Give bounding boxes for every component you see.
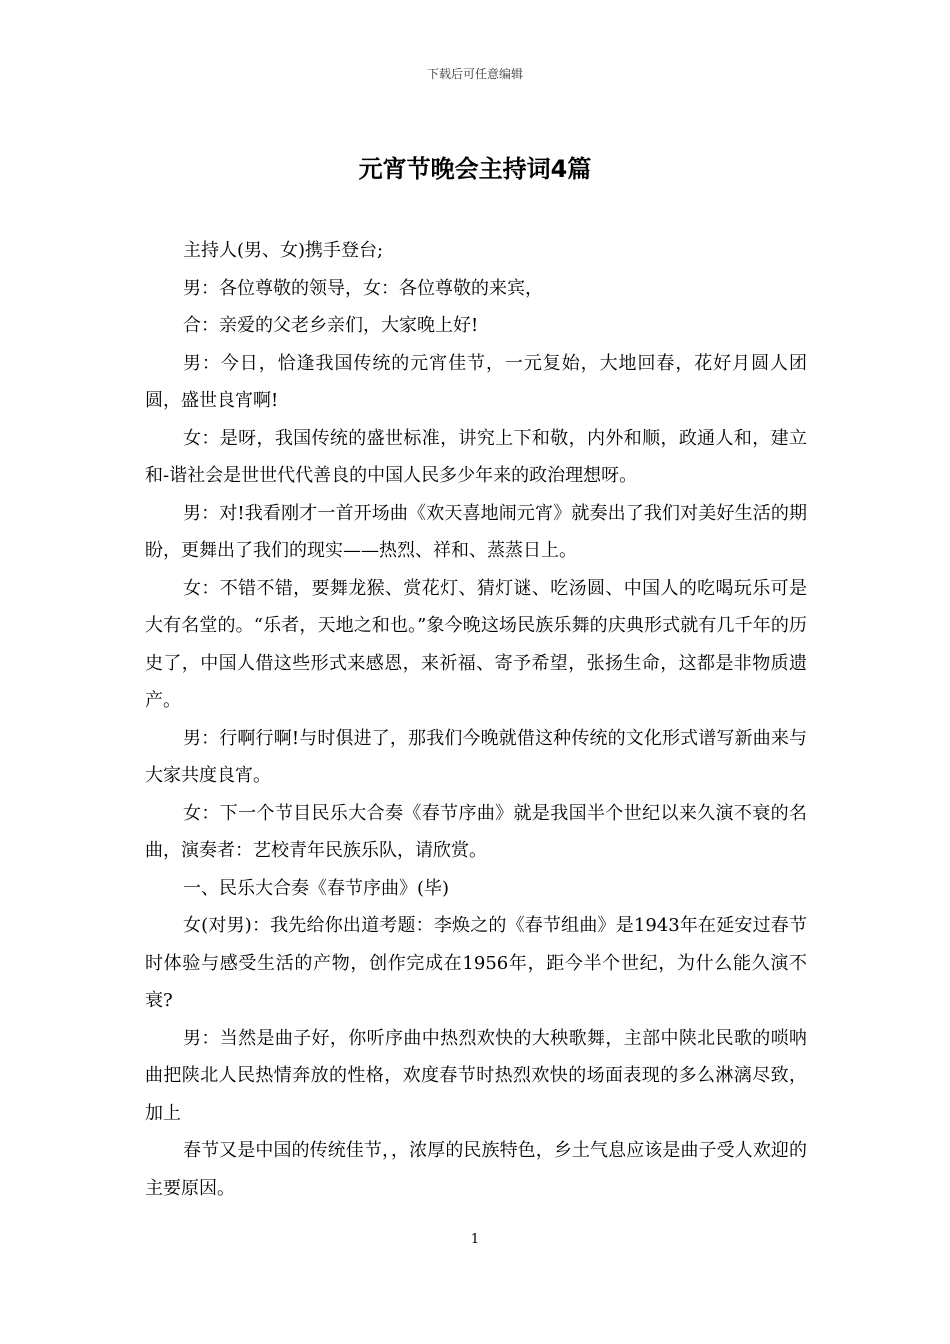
- paragraph: 男：当然是曲子好，你听序曲中热烈欢快的大秧歌舞，主部中陕北民歌的唢呐曲把陕北人民热情奔放的性格，欢度春节时热烈欢快的场面表现的多么淋漓尽致，加上: [145, 1027, 807, 1124]
- paragraph: 女：下一个节目民乐大合奏《春节序曲》就是我国半个世纪以来久演不衰的名曲，演奏者：艺校青年民族乐队，请欣赏。: [145, 802, 807, 861]
- paragraph: 合：亲爱的父老乡亲们，大家晚上好!: [183, 315, 479, 336]
- paragraph: 女(对男)：我先给你出道考题：李焕之的《春节组曲》是1943年在延安过春节时体验与感受生活的产物，创作完成在1956年，距今半个世纪，为什么能久演不衰?: [145, 915, 807, 1011]
- paragraph: 男：行啊行啊!与时俱进了，那我们今晚就借这种传统的文化形式谱写新曲来与大家共度良宵。: [145, 727, 807, 786]
- paragraph: 男：今日，恰逢我国传统的元宵佳节，一元复始，大地回春，花好月圆人团圆，盛世良宵啊!: [145, 352, 807, 411]
- paragraph: 男：对!我看刚才一首开场曲《欢天喜地闹元宵》就奏出了我们对美好生活的期盼，更舞出了我们的现实——热烈、祥和、蒸蒸日上。: [145, 502, 807, 561]
- header-note: 下载后可任意编辑: [426, 67, 523, 81]
- paragraph: 女：是呀，我国传统的盛世标准，讲究上下和敬，内外和顺，政通人和，建立和-谐社会是世世代代善良的中国人民多少年来的政治理想呀。: [145, 427, 807, 486]
- page-number: 1: [470, 1232, 480, 1247]
- document-body: [145, 232, 807, 1207]
- paragraph: 主持人(男、女)携手登台;: [183, 240, 384, 261]
- paragraph: 女：不错不错，要舞龙猴、赏花灯、猜灯谜、吃汤圆、中国人的吃喝玩乐可是大有名堂的。“乐者，天地之和也。”象今晚这场民族乐舞的庆典形式就有几千年的历史了，中国人借这些形式来感恩，来祈福、寄予希望，张扬生命，这都是非物质遗产。: [145, 577, 807, 711]
- paragraph: 男：各位尊敬的领导，女：各位尊敬的来宾，: [183, 277, 543, 299]
- paragraph: 春节又是中国的传统佳节，，浓厚的民族特色，乡土气息应该是曲子受人欢迎的主要原因。: [145, 1140, 807, 1199]
- paragraph: 一、民乐大合奏《春节序曲》(毕): [183, 877, 450, 899]
- document-title: 元宵节晚会主持词4篇: [358, 155, 592, 183]
